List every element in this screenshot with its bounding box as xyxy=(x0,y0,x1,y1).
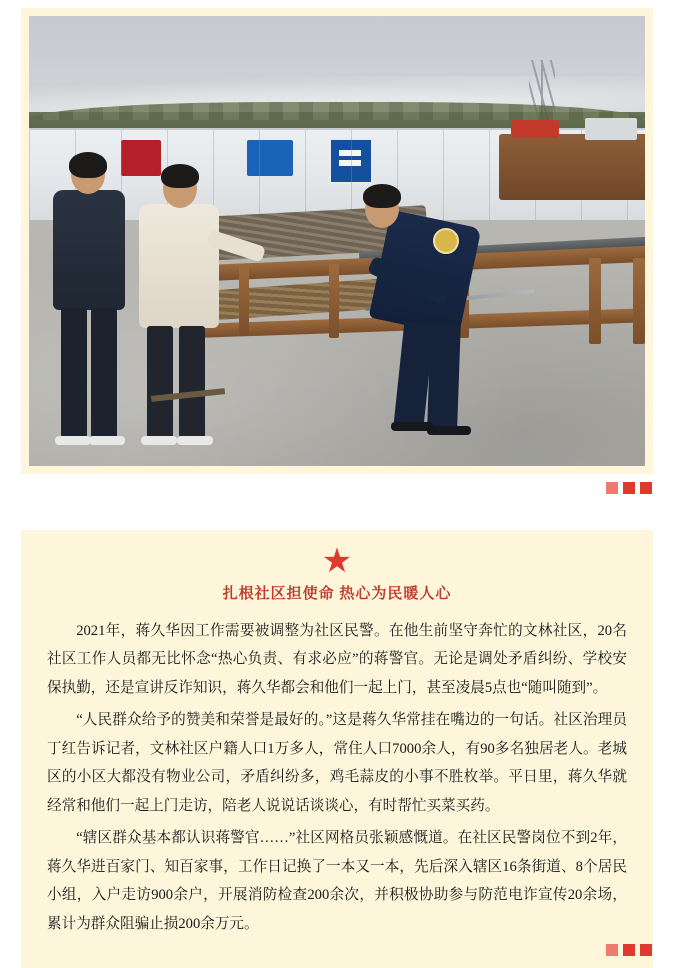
article-headline: 扎根社区担使命 热心为民暖人心 xyxy=(222,586,452,602)
article-paragraph-2: “人民群众给予的赞美和荣誉是最好的。”这是蒋久华常挂在嘴边的一句话。社区治理员丁红告诉记者，文林社区户籍人口1万多人，常住人口7000余人，有90多名独居老人。老城区的小区大都没有物业公司，矛盾纠纷多，鸡毛蒜皮的小事不胜枚举。平日里，蒋久华就经常和他们一起上门走访，陪老人说说话谈谈心，有时帮忙买菜买药。 xyxy=(47,712,627,814)
beam-support-1 xyxy=(239,266,249,336)
police-officer-shoe-2 xyxy=(427,426,471,435)
square-icon-5 xyxy=(623,944,635,956)
person-left-shoe-2 xyxy=(89,436,125,445)
square-icon-2 xyxy=(623,482,635,494)
person-middle-shoe-1 xyxy=(141,436,177,445)
separator-squares-top xyxy=(606,482,652,494)
police-badge-icon xyxy=(433,228,459,254)
person-middle-hair xyxy=(161,164,199,188)
person-left xyxy=(49,152,133,452)
police-officer xyxy=(359,176,529,446)
beam-support-2 xyxy=(329,264,339,338)
square-icon-1 xyxy=(606,482,618,494)
article-card xyxy=(21,530,653,968)
police-officer-leg-2 xyxy=(427,322,461,429)
person-left-body xyxy=(53,190,125,310)
person-middle-shoe-2 xyxy=(177,436,213,445)
person-middle-body xyxy=(139,204,219,328)
person-middle-leg-1 xyxy=(147,326,173,438)
square-icon-3 xyxy=(640,482,652,494)
article-paragraph-3: “辖区群众基本都认识蒋警官……”社区网格员张颖感慨道。在社区民警岗位不到2年，蒋久华进百家门、知百家事，工作日记换了一本又一本，先后深入辖区16条街道、8个居民小组，入户走访900余户，开展消防检查200余次，并积极协助参与防范电诈宣传20余场，累计为群众阻骗止损200余万元。 xyxy=(47,830,627,932)
square-icon-4 xyxy=(606,944,618,956)
person-left-hair xyxy=(69,152,107,178)
wall-banner-blue xyxy=(247,140,293,176)
person-left-leg-2 xyxy=(91,308,117,438)
square-icon-6 xyxy=(640,944,652,956)
article-paragraph-1: 2021年，蒋久华因工作需要被调整为社区民警。在他生前坚守奔忙的文林社区，20名社区工作人员都无比怀念“热心负责、有求必应”的蒋警官。无论是调处矛盾纠纷、学校安保执勤，还是宣讲反诈知识，蒋久华都会和他们一起上门，甚至凌晨5点也“随叫随到”。 xyxy=(47,623,627,696)
police-officer-hair xyxy=(363,184,401,208)
person-left-shoe-1 xyxy=(55,436,91,445)
photo-card xyxy=(21,8,653,474)
person-middle xyxy=(133,164,225,454)
star-decoration xyxy=(47,544,627,578)
photo-scene xyxy=(29,16,645,466)
red-star-icon: ★ xyxy=(321,542,353,580)
person-middle-leg-2 xyxy=(179,326,205,438)
beam-support-4 xyxy=(589,258,601,344)
photo-image xyxy=(29,16,645,466)
person-left-leg-1 xyxy=(61,308,87,438)
beam-support-5 xyxy=(633,258,645,344)
separator-squares-bottom xyxy=(606,944,652,956)
